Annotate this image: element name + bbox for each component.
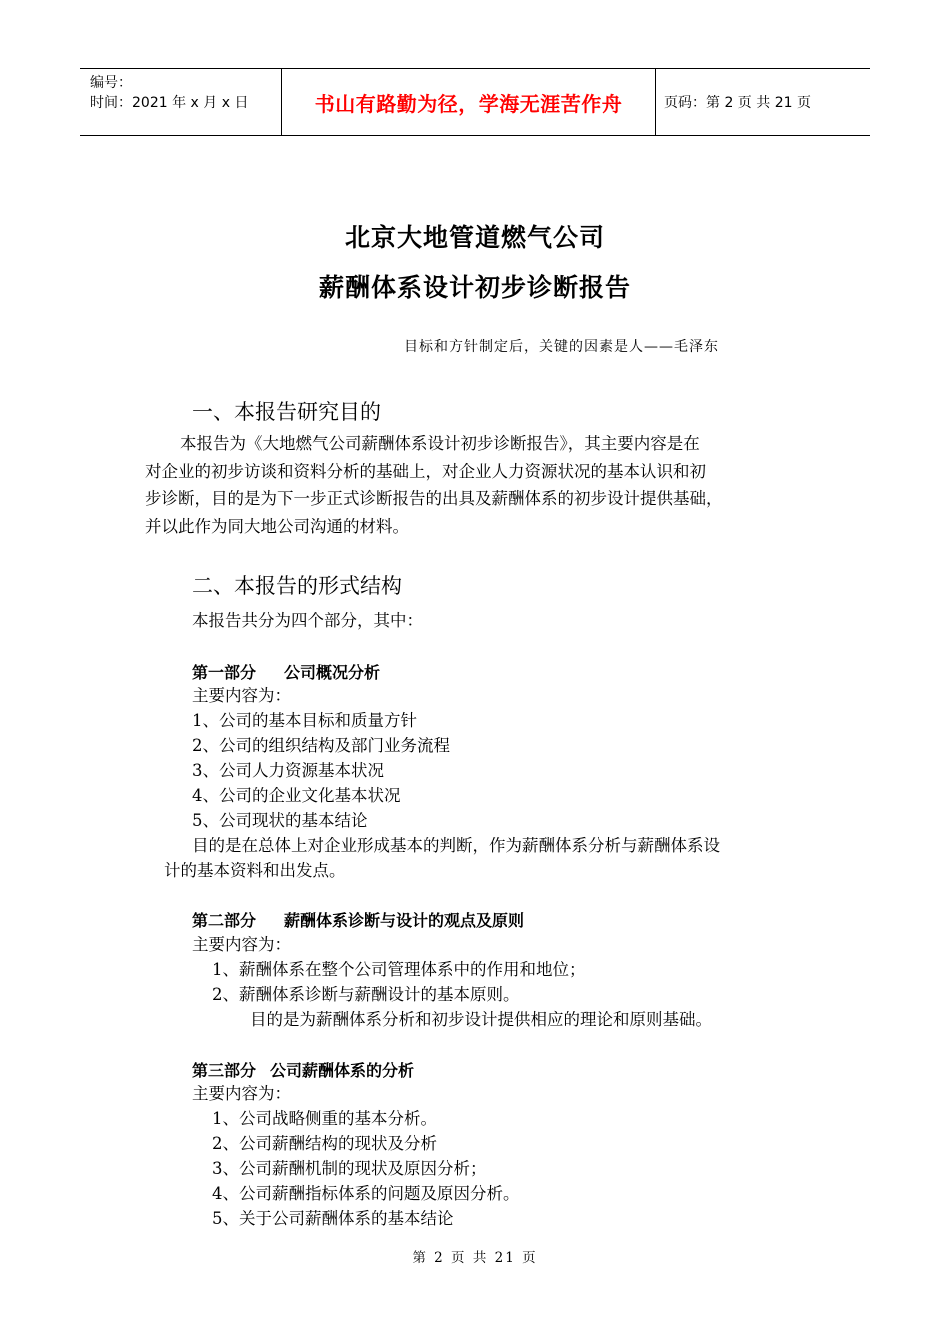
- part1-item: 3、公司人力资源基本状况: [192, 761, 384, 780]
- part1-purpose-line1: 目的是在总体上对企业形成基本的判断，作为薪酬体系分析与薪酬体系设: [192, 836, 720, 855]
- document-title-line2: 薪酬体系设计初步诊断报告: [318, 273, 631, 302]
- header-motto-cell: [282, 69, 656, 135]
- part3-item: 1、公司战略侧重的基本分析。: [212, 1109, 437, 1128]
- epigraph-quote: 目标和方针制定后，关键的因素是人——毛泽东: [404, 339, 719, 355]
- section1-line: 对企业的初步访谈和资料分析的基础上，对企业人力资源状况的基本认识和初: [145, 461, 706, 481]
- part1-label: 第一部分: [192, 663, 257, 682]
- part2-purpose: 目的是为薪酬体系分析和初步设计提供相应的理论和原则基础。: [250, 1010, 712, 1029]
- part3-name: 公司薪酬体系的分析: [270, 1061, 415, 1080]
- part3-main: 主要内容为：: [192, 1084, 291, 1103]
- part3-item: 4、公司薪酬指标体系的问题及原因分析。: [212, 1184, 520, 1203]
- page-footer: 第 2 页 共 21 页: [412, 1250, 538, 1266]
- part1-main: 主要内容为：: [192, 686, 291, 705]
- part1-item: 1、公司的基本目标和质量方针: [192, 711, 417, 730]
- part2-title: [192, 908, 524, 931]
- part3-title: [192, 1058, 414, 1081]
- part1-name: 公司概况分析: [284, 663, 381, 682]
- section1-paragraph: [145, 430, 815, 540]
- header-meta: [80, 69, 282, 135]
- section1-line: 并以此作为同大地公司沟通的材料。: [145, 516, 409, 536]
- part1-item: 2、公司的组织结构及部门业务流程: [192, 736, 450, 755]
- part2-label: 第二部分: [192, 911, 257, 930]
- part3-item: 3、公司薪酬机制的现状及原因分析；: [212, 1159, 487, 1178]
- section2-heading: 二、本报告的形式结构: [192, 574, 402, 598]
- part2-main: 主要内容为：: [192, 935, 291, 954]
- part2-item: 1、薪酬体系在整个公司管理体系中的作用和地位；: [212, 960, 586, 979]
- part1-item: 5、公司现状的基本结论: [192, 811, 368, 830]
- part3-item: 2、公司薪酬结构的现状及分析: [212, 1134, 437, 1153]
- section2-intro: 本报告共分为四个部分，其中：: [192, 611, 423, 630]
- header-table: [80, 68, 870, 136]
- header-motto: 书山有路勤为径，学海无涯苦作舟: [314, 91, 623, 116]
- part2-item: 2、薪酬体系诊断与薪酬设计的基本原则。: [212, 985, 520, 1004]
- section1-line: 步诊断，目的是为下一步正式诊断报告的出具及薪酬体系的初步设计提供基础，: [145, 489, 723, 508]
- time-label: 时间：2021 年 x 月 x 日: [90, 95, 249, 111]
- part1-purpose-line2: 计的基本资料和出发点。: [164, 861, 346, 880]
- part3-item: 5、关于公司薪酬体系的基本结论: [212, 1209, 454, 1228]
- part3-label: 第三部分: [192, 1061, 257, 1080]
- document-title-line1: 北京大地管道燃气公司: [344, 223, 605, 252]
- section1-heading: 一、本报告研究目的: [192, 400, 381, 424]
- part1-item: 4、公司的企业文化基本状况: [192, 786, 401, 805]
- part1-title: [192, 660, 380, 683]
- part2-name: 薪酬体系诊断与设计的观点及原则: [284, 911, 525, 930]
- header-page-info: 页码：第 2 页 共 21 页: [664, 95, 811, 111]
- section1-line: 本报告为《大地燃气公司薪酬体系设计初步诊断报告》，其主要内容是在: [180, 434, 700, 453]
- number-label: 编号：: [90, 75, 132, 91]
